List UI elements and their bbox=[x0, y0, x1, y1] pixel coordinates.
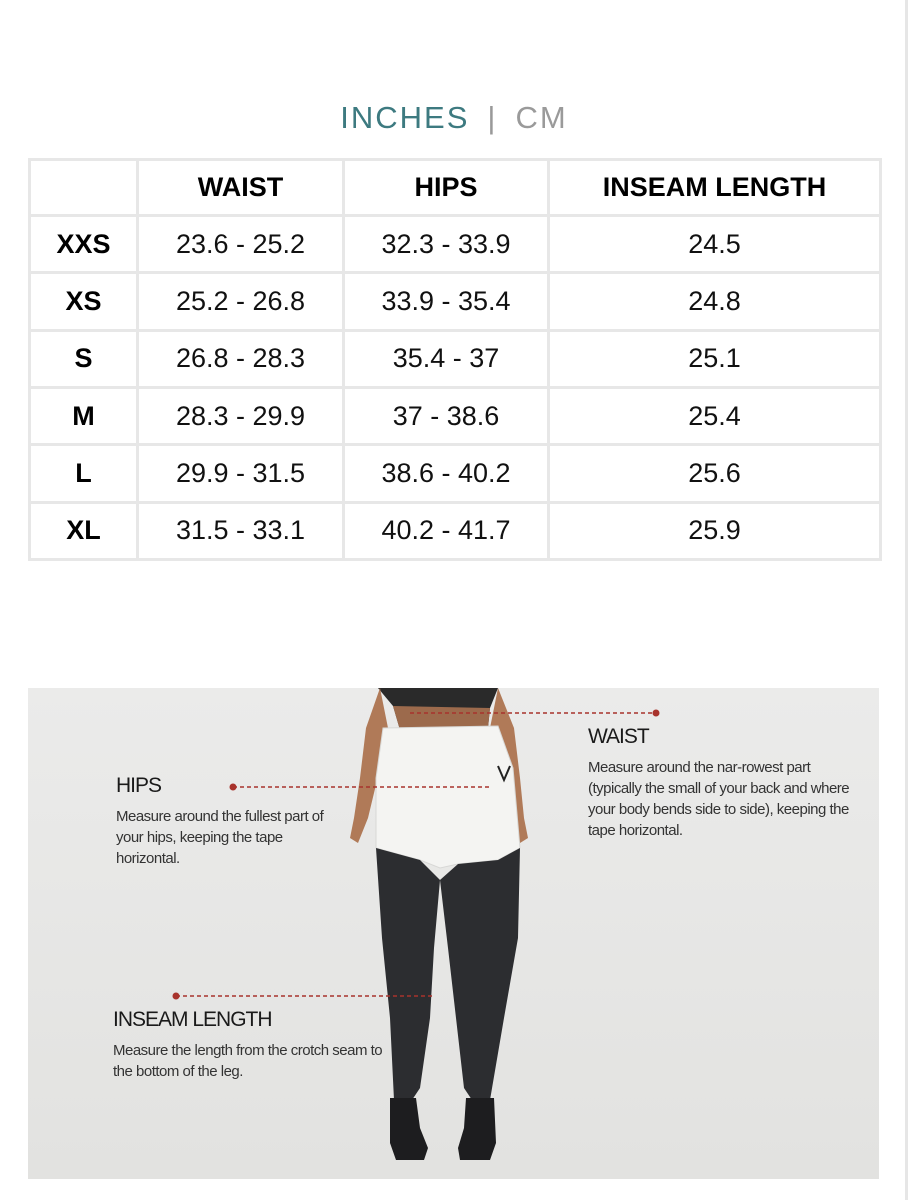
table-row bbox=[30, 273, 881, 330]
table-row bbox=[30, 216, 881, 273]
inseam-cell: 25.4 bbox=[549, 387, 881, 444]
size-cell: L bbox=[30, 445, 138, 502]
inseam-guide-title: INSEAM LENGTH bbox=[113, 1008, 272, 1031]
hips-guide-title: HIPS bbox=[116, 774, 162, 797]
hips-cell: 32.3 - 33.9 bbox=[344, 216, 549, 273]
table-row bbox=[30, 330, 881, 387]
inseam-cell: 25.6 bbox=[549, 445, 881, 502]
size-cell: XXS bbox=[30, 216, 138, 273]
waist-cell: 29.9 - 31.5 bbox=[138, 445, 344, 502]
inseam-cell: 24.5 bbox=[549, 216, 881, 273]
waist-guide-title: WAIST bbox=[588, 725, 649, 748]
table-row bbox=[30, 387, 881, 444]
hips-cell: 38.6 - 40.2 bbox=[344, 445, 549, 502]
header-inseam: INSEAM LENGTH bbox=[549, 160, 881, 216]
hips-cell: 35.4 - 37 bbox=[344, 330, 549, 387]
size-cell: M bbox=[30, 387, 138, 444]
waist-guide-text: Measure around the nar-rowest part (typically the small of your back and where your body bends side to side), keeping the tape horizontal. bbox=[588, 759, 850, 839]
inseam-guide-text: Measure the length from the crotch seam to the bottom of the leg. bbox=[113, 1042, 383, 1080]
header-size bbox=[30, 160, 138, 216]
table-row bbox=[30, 445, 881, 502]
waist-cell: 28.3 - 29.9 bbox=[138, 387, 344, 444]
waist-cell: 25.2 - 26.8 bbox=[138, 273, 344, 330]
inseam-guide-label bbox=[113, 1008, 383, 1082]
unit-separator: | bbox=[487, 99, 498, 135]
hips-guide-text: Measure around the fullest part of your hips, keeping the tape horizontal. bbox=[116, 808, 324, 867]
inseam-cell: 24.8 bbox=[549, 273, 881, 330]
table-header-row bbox=[30, 160, 881, 216]
waist-cell: 31.5 - 33.1 bbox=[138, 502, 344, 559]
size-cell: XL bbox=[30, 502, 138, 559]
size-cell: XS bbox=[30, 273, 138, 330]
size-cell: S bbox=[30, 330, 138, 387]
hips-cell: 37 - 38.6 bbox=[344, 387, 549, 444]
table-row bbox=[30, 502, 881, 559]
unit-inches-option[interactable]: INCHES bbox=[340, 99, 470, 135]
size-chart-table bbox=[28, 158, 882, 561]
waist-cell: 23.6 - 25.2 bbox=[138, 216, 344, 273]
unit-toggle bbox=[0, 98, 908, 136]
inseam-cell: 25.1 bbox=[549, 330, 881, 387]
hips-guide-label bbox=[116, 774, 336, 869]
hips-cell: 40.2 - 41.7 bbox=[344, 502, 549, 559]
waist-guide-label bbox=[588, 725, 858, 841]
inseam-cell: 25.9 bbox=[549, 502, 881, 559]
unit-cm-option[interactable]: CM bbox=[515, 99, 568, 135]
header-waist: WAIST bbox=[138, 160, 344, 216]
waist-cell: 26.8 - 28.3 bbox=[138, 330, 344, 387]
measurement-guide-image bbox=[28, 688, 879, 1179]
header-hips: HIPS bbox=[344, 160, 549, 216]
hips-cell: 33.9 - 35.4 bbox=[344, 273, 549, 330]
